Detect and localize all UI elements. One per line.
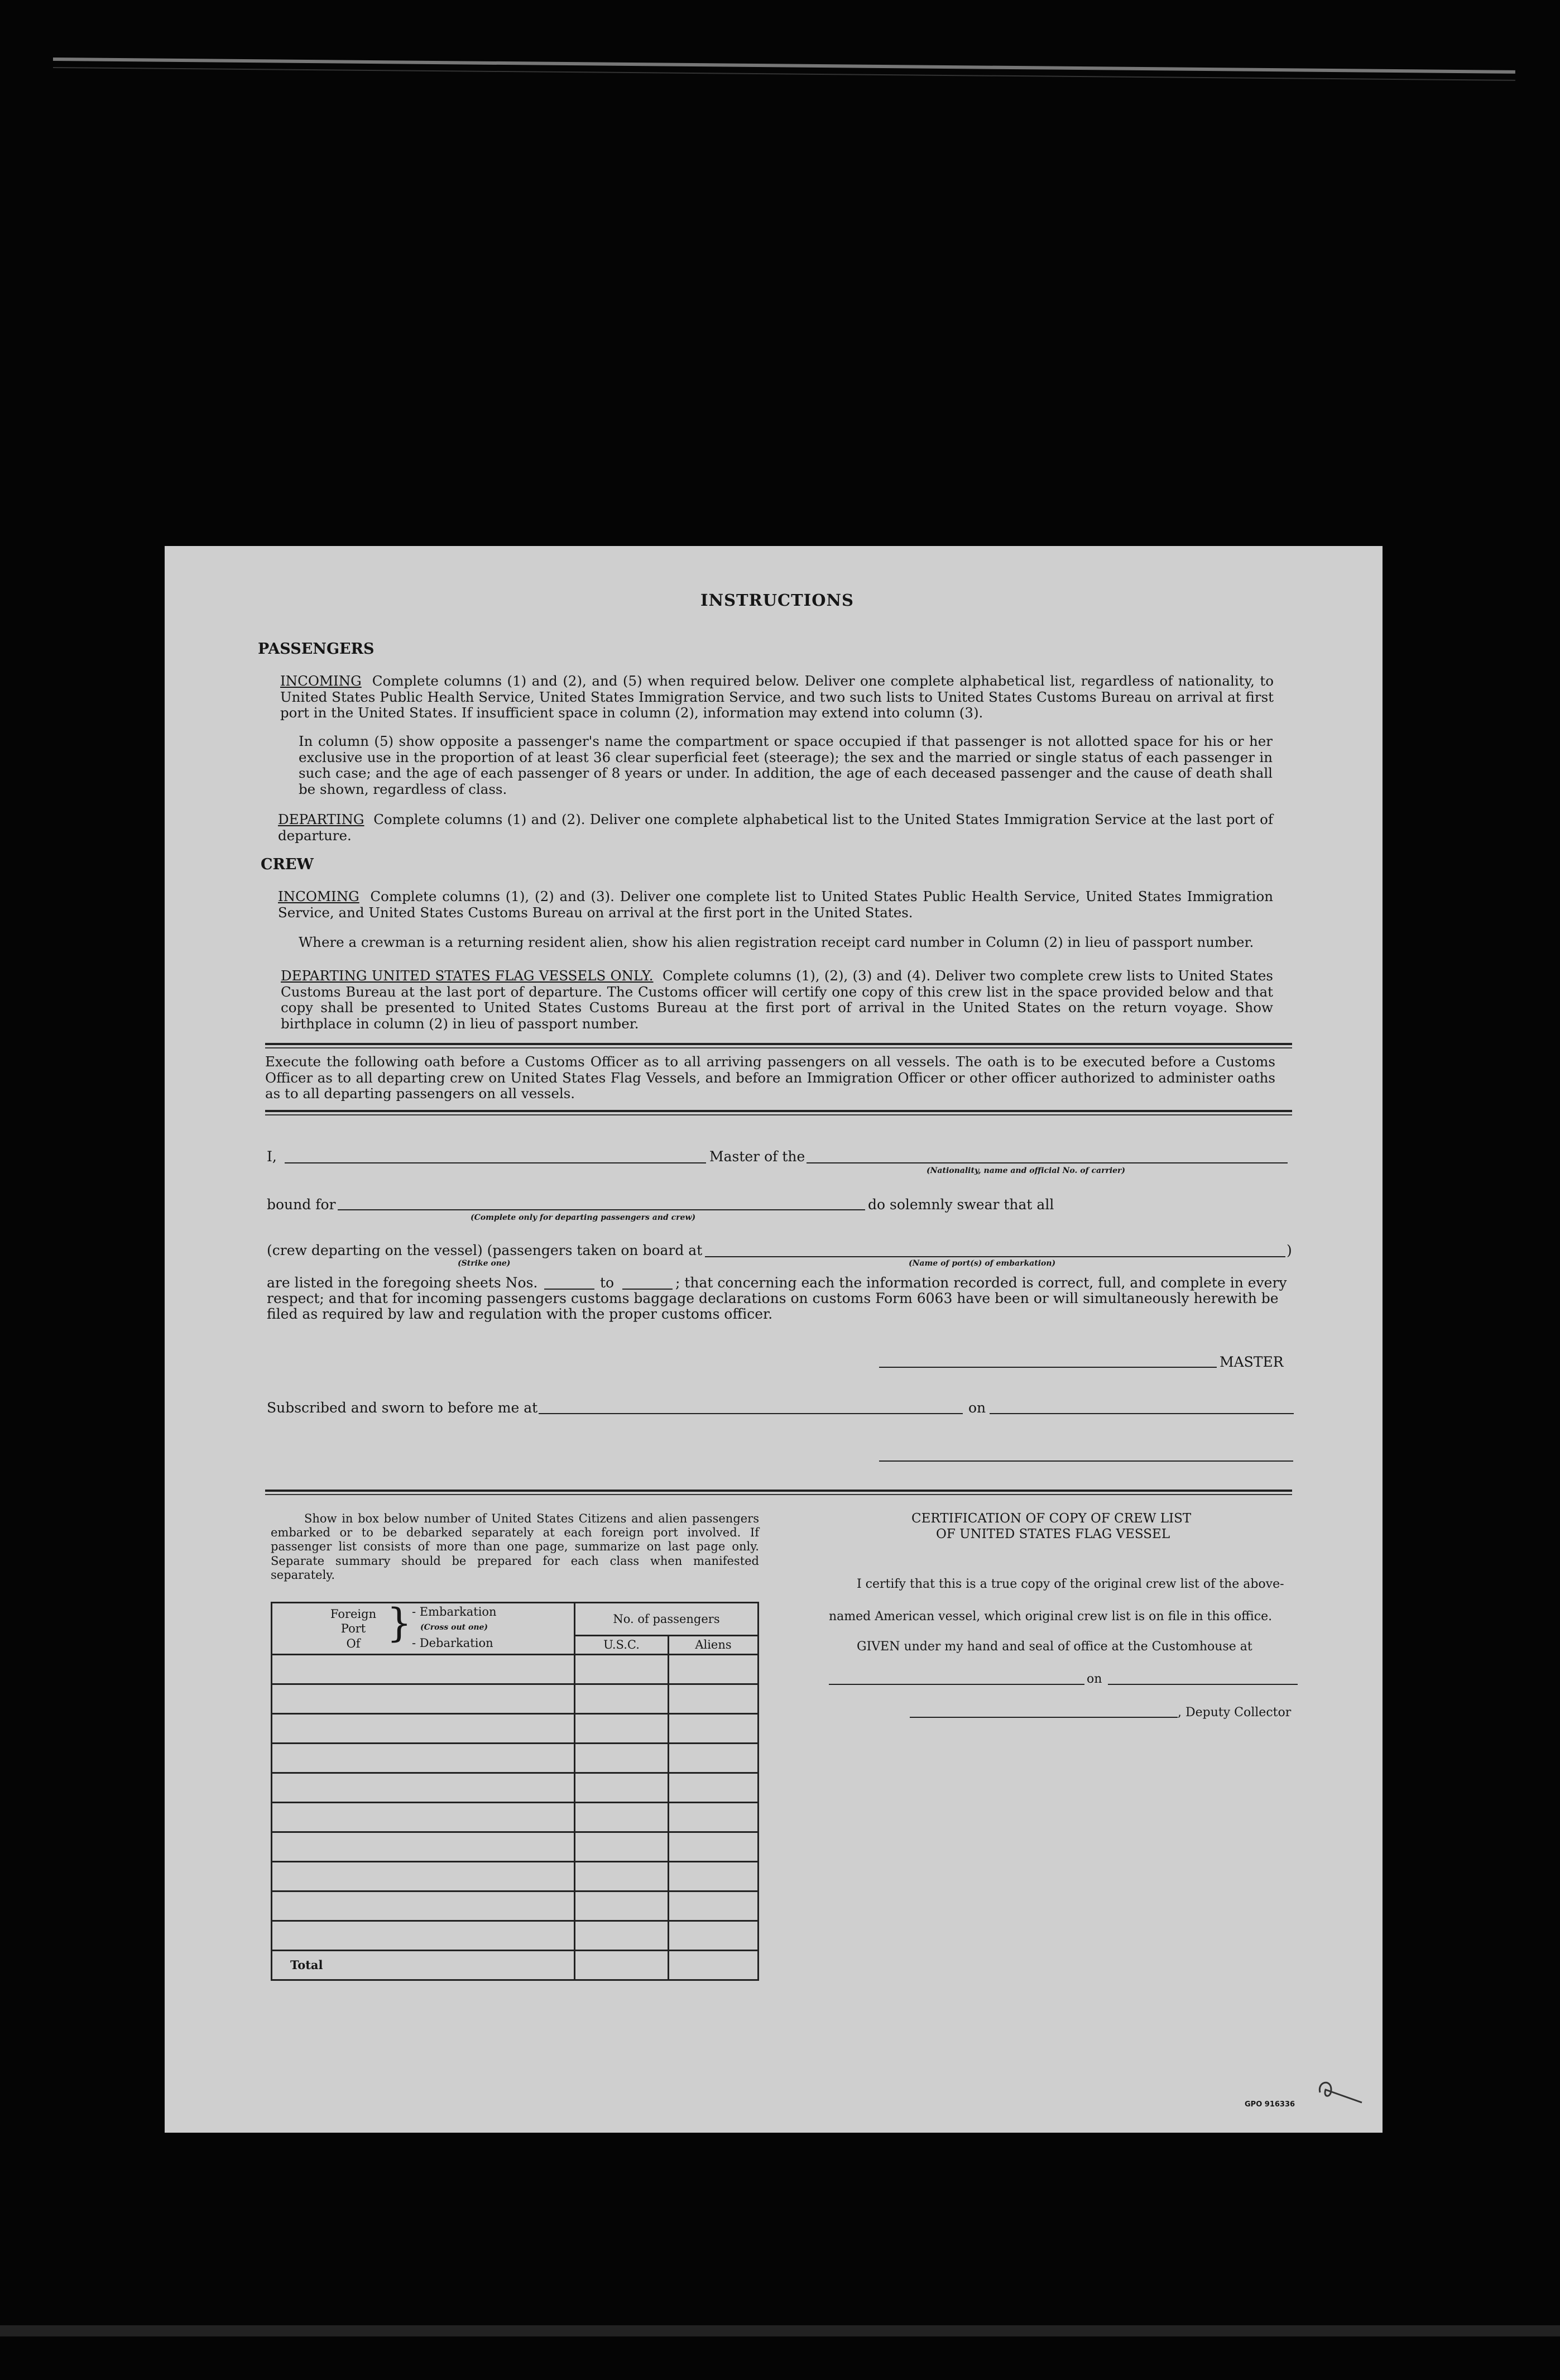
port-cell[interactable] bbox=[272, 1655, 575, 1684]
port-cell[interactable] bbox=[272, 1862, 575, 1891]
usc-cell[interactable] bbox=[575, 1891, 669, 1921]
master-of-the-label: Master of the bbox=[709, 1148, 805, 1165]
listed-text-2: ; that concerning each the information recorded is correct, full, and complete in every bbox=[675, 1275, 1287, 1291]
subscribed-on-label: on bbox=[968, 1400, 986, 1416]
table-row bbox=[272, 1655, 759, 1684]
aliens-cell[interactable] bbox=[669, 1655, 759, 1684]
usc-cell[interactable] bbox=[575, 1773, 669, 1803]
certification-heading-1: CERTIFICATION OF COPY OF CREW LIST bbox=[911, 1511, 1192, 1526]
passengers-heading: PASSENGERS bbox=[258, 640, 375, 658]
total-aliens-cell[interactable] bbox=[669, 1951, 759, 1980]
to-label: to bbox=[600, 1275, 615, 1291]
port-header-cell bbox=[272, 1600, 575, 1655]
aliens-cell[interactable] bbox=[669, 1891, 759, 1921]
film-edge-bottom bbox=[0, 2325, 1560, 2336]
passengers-departing-paragraph bbox=[278, 812, 1273, 844]
deputy-collector-label: , Deputy Collector bbox=[1178, 1706, 1292, 1720]
listed-text-1: are listed in the foregoing sheets Nos. bbox=[267, 1275, 538, 1291]
divider-rule-thin bbox=[265, 1047, 1292, 1048]
aliens-cell[interactable] bbox=[669, 1773, 759, 1803]
oath-instruction-paragraph: Execute the following oath before a Customs Officer as to all arriving passengers on all vessels. The oath is to be executed before a Customs Officer as to all departing crew on United States Flag Vessels, and before an Immigration Officer or other officer authorized to administer oaths as to all departing passengers on all vessels. bbox=[265, 1053, 1275, 1102]
subscribed-text: Subscribed and sworn to before me at bbox=[267, 1400, 538, 1416]
passengers-departing-label: DEPARTING bbox=[278, 811, 364, 827]
crew-heading: CREW bbox=[261, 856, 314, 873]
certification-text-3: GIVEN under my hand and seal of office at the Customhouse at bbox=[857, 1640, 1252, 1654]
deputy-signature-field[interactable] bbox=[910, 1717, 1178, 1718]
gpo-footer: GPO 916336 bbox=[1245, 2100, 1295, 2109]
port-caption: (Name of port(s) of embarkation) bbox=[909, 1259, 1056, 1268]
crew-incoming-text: Complete columns (1), (2) and (3). Deliver one complete list to United States Public Health Service, United States Immigration Service, and United States Customs Bureau on arrival at the first port in the United States. bbox=[278, 888, 1273, 921]
port-cell[interactable] bbox=[272, 1921, 575, 1951]
page-title: INSTRUCTIONS bbox=[700, 591, 854, 610]
certification-heading-2: OF UNITED STATES FLAG VESSEL bbox=[936, 1527, 1170, 1541]
port-cell[interactable] bbox=[272, 1684, 575, 1714]
passengers-departing-text: Complete columns (1) and (2). Deliver one complete alphabetical list to the United States Immigration Service at the last port of departure. bbox=[278, 811, 1273, 844]
film-edge-top bbox=[53, 58, 1515, 74]
table-row bbox=[272, 1832, 759, 1862]
of-label: Of bbox=[346, 1636, 361, 1650]
aliens-cell[interactable] bbox=[669, 1744, 759, 1773]
embarkation-port-field[interactable] bbox=[705, 1256, 1285, 1257]
nationality-caption: (Nationality, name and official No. of carrier) bbox=[927, 1166, 1126, 1175]
table-row bbox=[272, 1862, 759, 1891]
usc-cell[interactable] bbox=[575, 1803, 669, 1832]
bound-for-field[interactable] bbox=[338, 1209, 865, 1210]
handwritten-mark-icon bbox=[1314, 2076, 1365, 2109]
passengers-incoming-paragraph bbox=[280, 673, 1274, 721]
crew-resident-paragraph: Where a crewman is a returning resident alien, show his alien registration receipt card number in Column (2) in lieu of passport number. bbox=[299, 934, 1254, 950]
table-row bbox=[272, 1921, 759, 1951]
total-label: Total bbox=[272, 1951, 575, 1980]
master-name-field[interactable] bbox=[285, 1162, 706, 1163]
port-cell[interactable] bbox=[272, 1803, 575, 1832]
swear-text: do solemnly swear that all bbox=[868, 1196, 1054, 1213]
bound-for-label: bound for bbox=[267, 1196, 336, 1213]
passenger-summary-table bbox=[271, 1602, 759, 1981]
usc-cell[interactable] bbox=[575, 1832, 669, 1862]
port-cell[interactable] bbox=[272, 1714, 575, 1744]
close-paren: ) bbox=[1287, 1242, 1292, 1258]
divider-rule bbox=[265, 1490, 1292, 1492]
table-row bbox=[272, 1803, 759, 1832]
officer-signature-field[interactable] bbox=[879, 1460, 1293, 1462]
usc-cell[interactable] bbox=[575, 1921, 669, 1951]
usc-cell[interactable] bbox=[575, 1862, 669, 1891]
divider-rule-thin bbox=[265, 1114, 1292, 1115]
divider-rule-thin bbox=[265, 1494, 1292, 1495]
certification-text-2: named American vessel, which original crew list is on file in this office. bbox=[829, 1610, 1273, 1624]
aliens-cell[interactable] bbox=[669, 1684, 759, 1714]
port-label: Port bbox=[340, 1622, 366, 1636]
brace-icon: } bbox=[387, 1600, 412, 1646]
port-cell[interactable] bbox=[272, 1773, 575, 1803]
aliens-cell[interactable] bbox=[669, 1921, 759, 1951]
usc-header: U.S.C. bbox=[575, 1636, 669, 1655]
oath-i-label: I, bbox=[267, 1148, 277, 1165]
aliens-cell[interactable] bbox=[669, 1832, 759, 1862]
sheet-from-field[interactable] bbox=[544, 1289, 594, 1290]
table-row bbox=[272, 1744, 759, 1773]
cross-out-label: (Cross out one) bbox=[420, 1623, 488, 1632]
no-of-passengers-header: No. of passengers bbox=[575, 1603, 759, 1636]
usc-cell[interactable] bbox=[575, 1744, 669, 1773]
customhouse-field[interactable] bbox=[829, 1684, 1084, 1685]
table-row bbox=[272, 1891, 759, 1921]
sheet-to-field[interactable] bbox=[622, 1289, 673, 1290]
passengers-incoming-label: INCOMING bbox=[280, 673, 362, 689]
crew-departing-text: (crew departing on the vessel) (passengers taken on board at bbox=[267, 1242, 703, 1258]
usc-cell[interactable] bbox=[575, 1655, 669, 1684]
subscribed-place-field[interactable] bbox=[539, 1413, 963, 1414]
listed-text-3: respect; and that for incoming passengers customs baggage declarations on customs Form 6063 have been or will simultaneously herewith be bbox=[267, 1290, 1279, 1306]
subscribed-date-field[interactable] bbox=[990, 1413, 1294, 1414]
certification-text-1: I certify that this is a true copy of the original crew list of the above- bbox=[857, 1577, 1284, 1591]
divider-rule bbox=[265, 1043, 1292, 1045]
port-cell[interactable] bbox=[272, 1891, 575, 1921]
total-row bbox=[272, 1951, 759, 1980]
port-cell[interactable] bbox=[272, 1832, 575, 1862]
carrier-field[interactable] bbox=[807, 1162, 1288, 1163]
aliens-header: Aliens bbox=[669, 1636, 759, 1655]
summary-intro: Show in box below number of United States Citizens and alien passengers embarked or to be debarked separately at each foreign port involved. If passenger list consists of more than one page, summarize on last page only. Separate summary should be prepared for each class when manifested separately. bbox=[271, 1512, 759, 1582]
foreign-label: Foreign bbox=[330, 1607, 377, 1621]
divider-rule bbox=[265, 1110, 1292, 1112]
total-usc-cell[interactable] bbox=[575, 1951, 669, 1980]
debarkation-label: - Debarkation bbox=[412, 1636, 493, 1650]
usc-cell[interactable] bbox=[575, 1684, 669, 1714]
crew-departing-text: Complete columns (1), (2), (3) and (4). Deliver two complete crew lists to United States Customs Bureau at the last port of departure. The Customs officer will certify one copy of this crew list in the space provided below and that copy shall be presented to United States Customs Bureau at the first port of arrival in the United States on the return voyage. Show birthplace in column (2) in lieu of passport number. bbox=[281, 968, 1273, 1032]
aliens-cell[interactable] bbox=[669, 1803, 759, 1832]
crew-departing-label: DEPARTING UNITED STATES FLAG VESSELS ONLY. bbox=[281, 968, 654, 984]
certification-on-label: on bbox=[1087, 1672, 1102, 1686]
aliens-cell[interactable] bbox=[669, 1862, 759, 1891]
aliens-cell[interactable] bbox=[669, 1714, 759, 1744]
master-signature-field[interactable] bbox=[879, 1367, 1217, 1368]
table-row bbox=[272, 1714, 759, 1744]
passengers-col5-paragraph: In column (5) show opposite a passenger's name the compartment or space occupied if that passenger is not allotted space for his or her exclusive use in the proportion of at least 36 clear superficial feet (steerage); the sex and the married or single status of each passenger in such case; and the age of each passenger of 8 years or under. In addition, the age of each deceased passenger and the cause of death shall be shown, regardless of class. bbox=[299, 733, 1273, 797]
table-row bbox=[272, 1773, 759, 1803]
usc-cell[interactable] bbox=[575, 1714, 669, 1744]
crew-incoming-label: INCOMING bbox=[278, 888, 359, 904]
listed-text-4: filed as required by law and regulation with the proper customs officer. bbox=[267, 1306, 773, 1322]
port-cell[interactable] bbox=[272, 1744, 575, 1773]
certification-date-field[interactable] bbox=[1108, 1684, 1298, 1685]
strike-caption: (Strike one) bbox=[458, 1259, 511, 1268]
bound-caption: (Complete only for departing passengers and crew) bbox=[471, 1213, 696, 1222]
embarkation-label: - Embarkation bbox=[412, 1605, 497, 1618]
document-page bbox=[165, 546, 1383, 2133]
table-row bbox=[272, 1684, 759, 1714]
crew-incoming-paragraph bbox=[278, 889, 1273, 921]
passengers-incoming-text: Complete columns (1) and (2), and (5) when required below. Deliver one complete alphabetical list, regardless of nationality, to United States Public Health Service, United States Immigration Service, and two such lists to United States Customs Bureau on arrival at first port in the United States. If insufficient space in column (2), information may extend into column (3). bbox=[280, 673, 1274, 721]
master-label: MASTER bbox=[1220, 1354, 1284, 1370]
crew-departing-paragraph bbox=[281, 968, 1273, 1032]
